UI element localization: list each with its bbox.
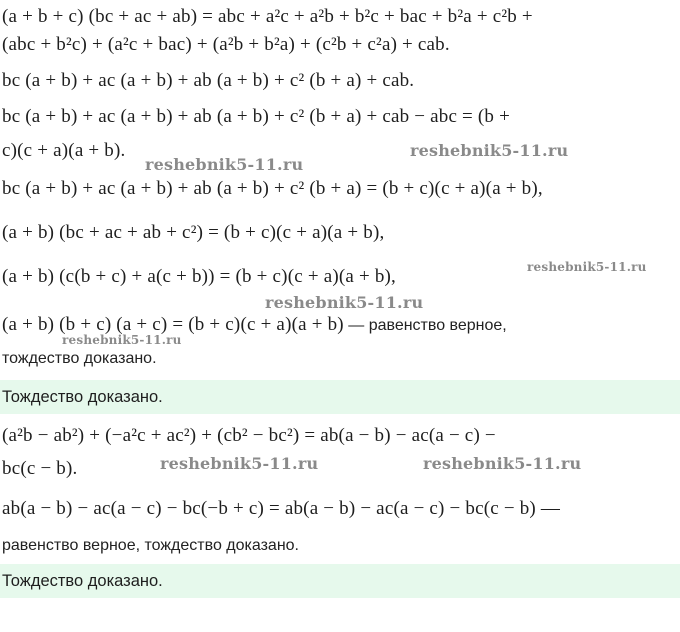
math2-line-1: (a²b − ab²) + (−a²c + ac²) + (cb² − bc²) = ab(a − b) − ac(a − c) − xyxy=(2,425,496,446)
math-line-1: (a + b + c) (bc + ac + ab) = abc + a²c + a²b + b²c + bac + b²a + c²b + xyxy=(2,6,533,27)
conclusion-text-2: Тождество доказано. xyxy=(2,571,163,590)
watermark: reshebnik5-11.ru xyxy=(265,293,424,312)
watermark: reshebnik5-11.ru xyxy=(423,454,582,473)
math2-line-2: bc(c − b). xyxy=(2,458,78,479)
math-line-9-suffix: — равенство верное, xyxy=(343,317,507,334)
math-line-8: (a + b) (c(b + c) + a(c + b)) = (b + c)(c + a)(a + b), xyxy=(2,266,397,287)
math-line-4: bc (a + b) + ac (a + b) + ab (a + b) + c² (b + a) + cab − abc = (b + xyxy=(2,106,510,127)
math-line-3: bc (a + b) + ac (a + b) + ab (a + b) + c² (b + a) + cab. xyxy=(2,70,415,91)
math-line-6: bc (a + b) + ac (a + b) + ab (a + b) + c² (b + a) = (b + c)(c + a)(a + b), xyxy=(2,178,543,199)
math-line-9-formula: (a + b) (b + c) (a + c) = (b + c)(c + a)(a + b) xyxy=(2,314,344,335)
watermark: reshebnik5-11.ru xyxy=(145,155,304,174)
watermark: reshebnik5-11.ru xyxy=(62,333,182,347)
math-line-5: c)(c + a)(a + b). xyxy=(2,140,126,161)
watermark: reshebnik5-11.ru xyxy=(410,141,569,160)
math-line-2: (abc + b²c) + (a²c + bac) + (a²b + b²a) + (c²b + c²a) + cab. xyxy=(2,34,450,55)
watermark: reshebnik5-11.ru xyxy=(160,454,319,473)
watermark: reshebnik5-11.ru xyxy=(527,260,647,274)
math2-line-3: ab(a − b) − ac(a − c) − bc(−b + c) = ab(a − b) − ac(a − c) − bc(c − b) — xyxy=(2,498,561,519)
conclusion-band-2 xyxy=(0,564,680,598)
conclusion-text-1: Тождество доказано. xyxy=(2,387,163,406)
text2-line-proved: равенство верное, тождество доказано. xyxy=(2,537,299,554)
math-line-7: (a + b) (bc + ac + ab + c²) = (b + c)(c + a)(a + b), xyxy=(2,222,385,243)
text-line-proved: тождество доказано. xyxy=(2,350,157,367)
conclusion-band-1 xyxy=(0,380,680,414)
